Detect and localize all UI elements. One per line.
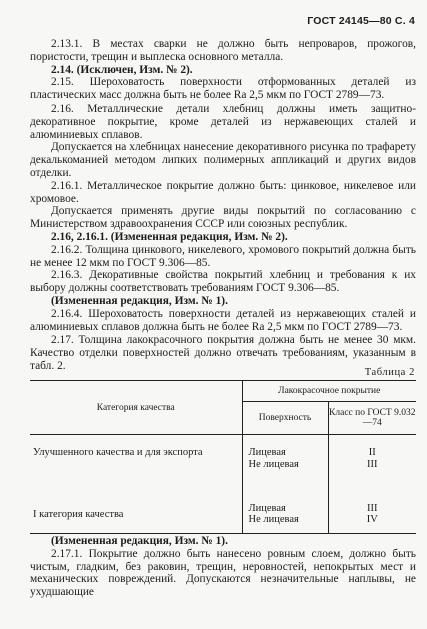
amendment-note: 2.16, 2.16.1. (Измененная редакция, Изм. № 2). — [51, 230, 288, 243]
after-table-text — [30, 535, 416, 599]
table-caption: Таблица 2 — [364, 367, 415, 378]
paragraph: 2.13.1. В местах сварки не должно быть непроваров, прожогов, пористости, трещин и выплеска основного металла. — [30, 38, 416, 63]
paragraph: 2.16.4. Шероховатость поверхности деталей из нержавеющих сталей и алюминиевых сплавов должна быть не более Ra 2,5 мкм по ГОСТ 2789—73. — [30, 307, 416, 333]
paragraph: Допускается на хлебницах нанесение декоративного рисунка по трафарету декалькоманией методом липких полимерных аппликаций и других видов отделки. — [30, 141, 416, 179]
paragraph: 2.16.3. Декоративные свойства покрытий хлебниц и требования к их выбору должны соответствовать требованиям ГОСТ 9.306—85. — [30, 269, 416, 295]
amendment-note: (Измененная редакция, Изм. № 1). — [51, 294, 228, 307]
class-cell — [328, 495, 416, 534]
header-coating: Лакокрасочное покрытие — [242, 381, 416, 402]
surface-value: Не лицевая — [248, 458, 299, 470]
quality-table — [30, 380, 416, 534]
class-value: III — [367, 458, 378, 470]
surface-value: Лицевая — [248, 447, 286, 458]
header-class: Класс по ГОСТ 9.032—74 — [328, 402, 416, 435]
page-header: ГОСТ 24145—80 С. 4 — [307, 15, 415, 27]
paragraph: 2.17. Толщина лакокрасочного покрытия должна быть не менее 30 мкм. Качество отделки поверхностей должно отвечать требованиям, указанным в табл. 2. — [30, 334, 416, 372]
surface-cell — [242, 435, 328, 496]
document-body — [30, 38, 416, 373]
surface-value: Не лицевая — [248, 514, 299, 525]
amendment-note: (Измененная редакция, Изм. № 1). — [51, 535, 228, 547]
paragraph: 2.16. Металлические детали хлебниц должны иметь защитно-декоративное покрытие, кроме деталей из нержавеющих сталей и алюминиевых сплавов. — [30, 102, 416, 141]
row-category: I категория качества — [30, 495, 242, 534]
surface-cell — [242, 495, 328, 534]
header-surface: Поверхность — [242, 402, 328, 435]
table-row — [30, 495, 416, 534]
row-category: Улучшенного качества и для экспорта — [33, 447, 203, 458]
header-category: Категория качества — [30, 381, 242, 435]
paragraph: 2.16.1. Металлическое покрытие должно быть: цинковое, никелевое или хромовое. — [30, 179, 416, 205]
surface-value: Лицевая — [248, 502, 286, 514]
class-value: II — [368, 447, 376, 458]
paragraph: Допускается применять другие виды покрытий по согласованию с Министерством здравоохранения СССР или союзных республик. — [30, 205, 416, 231]
table-row — [30, 435, 416, 496]
paragraph: 2.16.2. Толщина цинкового, никелевого, хромового покрытий должна быть не менее 12 мкм по ГОСТ 9.306—85. — [30, 243, 416, 269]
paragraph: 2.17.1. Покрытие должно быть нанесено ровным слоем, должно быть чистым, гладким, без раковин, трещин, неровностей, непокрытых мест и механических повреждений. Допускаются незначительные наплывы, не ухудшающие — [30, 547, 416, 599]
class-value: III — [367, 502, 378, 514]
paragraph: 2.15. Шероховатость поверхности отформованных деталей из пластических масс должна быть не более Ra 2,5 мкм по ГОСТ 2789—73. — [30, 76, 416, 102]
amendment-note: 2.14. (Исключен, Изм. № 2). — [51, 63, 193, 76]
class-value: IV — [366, 514, 378, 525]
class-cell — [328, 435, 416, 496]
